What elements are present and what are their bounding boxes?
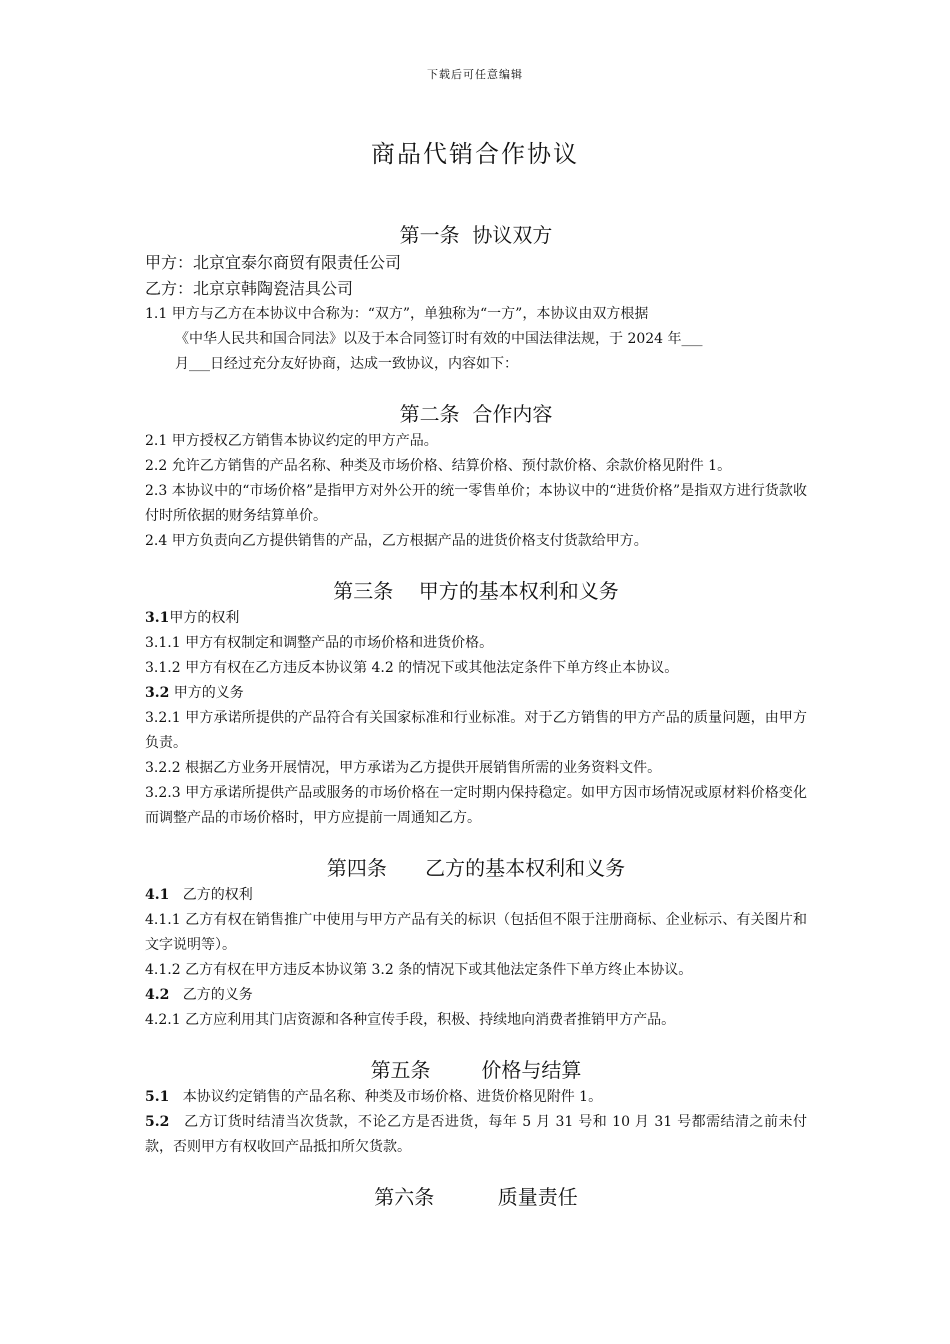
clause-2-1: 2.1 甲方授权乙方销售本协议约定的甲方产品。 (145, 433, 438, 449)
clause-4-1-2: 4.1.2 乙方有权在甲方违反本协议第 3.2 条的情况下或其他法定条件下单方终止本协议。 (145, 962, 693, 978)
clause-3-2-3: 3.2.3 甲方承诺所提供产品或服务的市场价格在一定时期内保持稳定。如甲方因市场情况或原材料价格变化而调整产品的市场价格时，甲方应提前一周通知乙方。 (145, 785, 807, 826)
clause-2-4: 2.4 甲方负责向乙方提供销售的产品，乙方根据产品的进货价格支付货款给甲方。 (145, 533, 648, 549)
header-note: 下载后可任意编辑 (427, 68, 523, 81)
section-3-2-label: 甲方的义务 (169, 685, 244, 701)
clause-5-2-text: 乙方订货时结清当次货款，不论乙方是否进货，每年 5 月 31 号和 10 月 31 号都需结清之前未付款，否则甲方有权收回产品抵扣所欠货款。 (145, 1114, 807, 1155)
section-4-2-label: 乙方的义务 (169, 987, 253, 1003)
section-4-2 (145, 983, 807, 1008)
clause-5-1-number: 5.1 (145, 1089, 170, 1105)
party-b: 乙方：北京京韩陶瓷洁具公司 (145, 279, 354, 298)
clause-5-1-text: 本协议约定销售的产品名称、种类及市场价格、进货价格见附件 1。 (169, 1089, 603, 1105)
section-3-1-number: 3.1 (145, 610, 170, 626)
article-5-heading: 第五条 价格与结算 (370, 1058, 582, 1082)
section-3-1 (145, 606, 807, 631)
section-4-2-number: 4.2 (145, 987, 170, 1003)
document-body (145, 220, 807, 1212)
section-4-1-label: 乙方的权利 (169, 887, 253, 903)
clause-3-2-2: 3.2.2 根据乙方业务开展情况，甲方承诺为乙方提供开展销售所需的业务资料文件。 (145, 760, 662, 776)
clause-2-3: 2.3 本协议中的“市场价格”是指甲方对外公开的统一零售单价；本协议中的“进货价格”是指双方进行货款收付时所依据的财务结算单价。 (145, 483, 807, 524)
clause-3-1-2: 3.1.2 甲方有权在乙方违反本协议第 4.2 的情况下或其他法定条件下单方终止本协议。 (145, 660, 679, 676)
article-1-heading: 第一条 协议双方 (399, 223, 553, 247)
section-4-1-number: 4.1 (145, 887, 170, 903)
clause-4-2-1: 4.2.1 乙方应利用其门店资源和各种宣传手段，积极、持续地向消费者推销甲方产品。 (145, 1012, 676, 1028)
clause-3-2-1: 3.2.1 甲方承诺所提供的产品符合有关国家标准和行业标准。对于乙方销售的甲方产品的质量问题，由甲方负责。 (145, 710, 807, 751)
article-4-heading: 第四条 乙方的基本权利和义务 (326, 856, 626, 880)
section-4-1 (145, 883, 807, 908)
clause-1-1-line2: 《中华人民共和国合同法》以及于本合同签订时有效的中国法律法规，于 2024 年___ (175, 331, 703, 347)
clause-3-1-1: 3.1.1 甲方有权制定和调整产品的市场价格和进货价格。 (145, 635, 494, 651)
section-3-2-number: 3.2 (145, 685, 170, 701)
document-title: 商品代销合作协议 (371, 140, 579, 168)
section-3-2 (145, 681, 807, 706)
clause-5-2 (145, 1110, 807, 1160)
article-6-heading: 第六条 质量责任 (374, 1185, 578, 1209)
clause-5-1 (145, 1085, 807, 1110)
clause-1-1-line1: 1.1 甲方与乙方在本协议中合称为：“双方”，单独称为“一方”，本协议由双方根据 (145, 306, 649, 322)
clause-4-1-1: 4.1.1 乙方有权在销售推广中使用与甲方产品有关的标识（包括但不限于注册商标、企业标示、有关图片和文字说明等）。 (145, 912, 807, 953)
article-3-heading: 第三条 甲方的基本权利和义务 (333, 579, 619, 603)
article-2-heading: 第二条 合作内容 (399, 402, 553, 426)
clause-5-2-number: 5.2 (145, 1114, 170, 1130)
clause-1-1-line3: 月___日经过充分友好协商，达成一致协议，内容如下： (175, 356, 518, 372)
clause-2-2: 2.2 允许乙方销售的产品名称、种类及市场价格、结算价格、预付款价格、余款价格见附件 1。 (145, 458, 732, 474)
party-a: 甲方：北京宜泰尔商贸有限责任公司 (145, 253, 402, 272)
section-3-1-label: 甲方的权利 (169, 610, 240, 626)
